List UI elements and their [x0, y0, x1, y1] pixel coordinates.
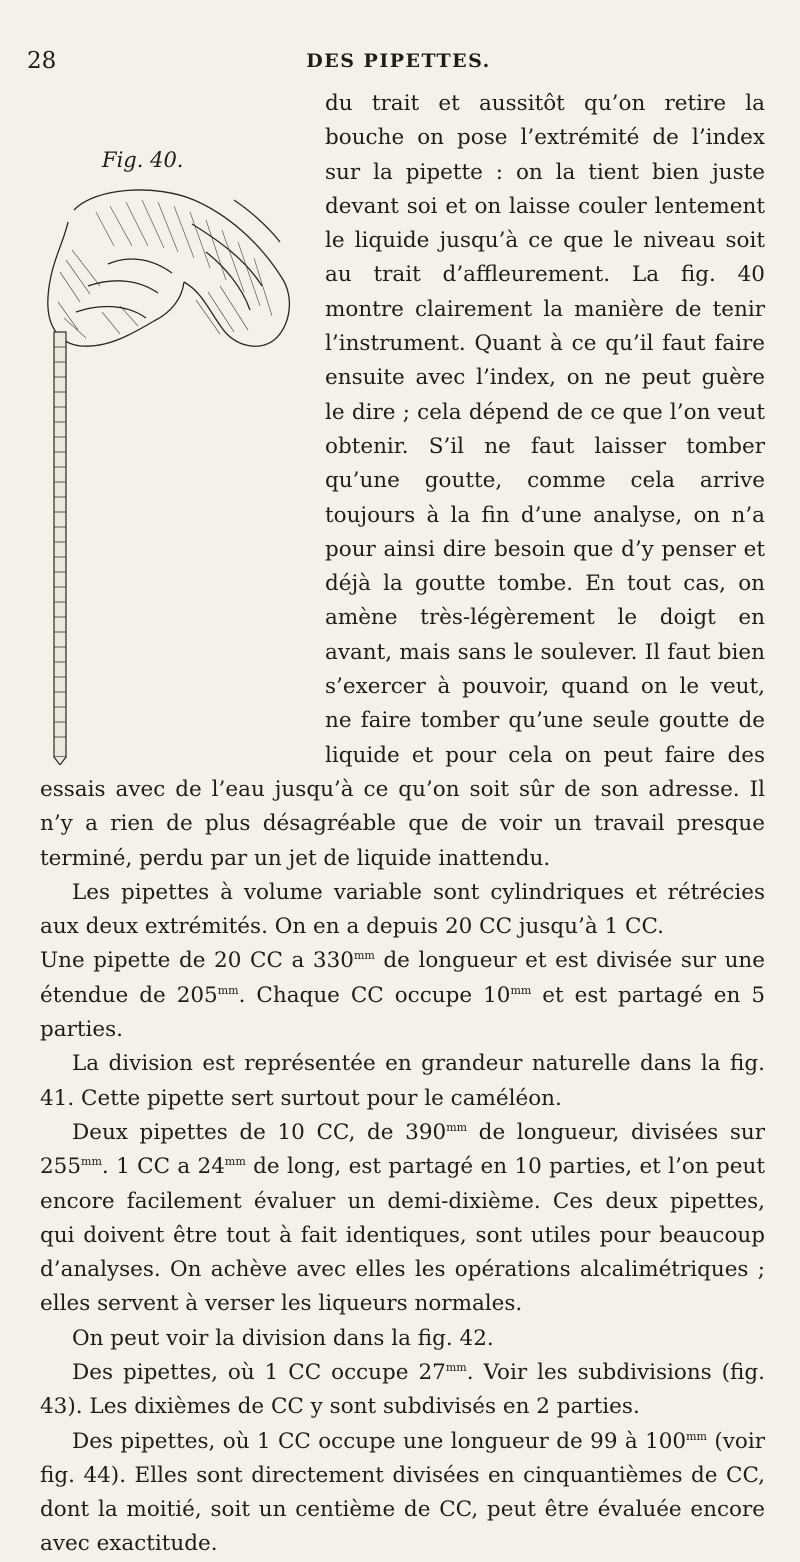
paragraph-6 — [40, 1322, 765, 1356]
page-header — [27, 48, 770, 78]
text-fragment: Des pipettes, où 1 CC occupe une longueur de 99 à 100 — [72, 1428, 687, 1454]
unit-mm: mm — [217, 983, 239, 997]
paragraph-5 — [40, 1116, 765, 1322]
text-fragment: Une pipette de 20 CC a 330 — [40, 948, 354, 974]
unit-mm: mm — [446, 1120, 468, 1134]
figure-40 — [36, 87, 311, 765]
hand-holding-pipette-icon — [36, 182, 311, 765]
text-fragment: de longueur et est divisée sur une étendue de 205 — [40, 948, 765, 1008]
text-fragment: Des pipettes, où 1 CC occupe 27 — [72, 1359, 446, 1385]
running-head: DES PIPETTES. — [306, 50, 491, 72]
body-text — [40, 87, 765, 1562]
text-fragment: . 1 CC a 24 — [101, 1154, 225, 1180]
paragraph-6-text: On peut voir la division dans la fig. 42. — [72, 1325, 494, 1351]
paragraph-3 — [40, 944, 765, 1047]
text-fragment: . Voir les subdivisions (fig. 43). Les dixièmes de CC y sont subdivisés en 2 parties. — [40, 1359, 765, 1420]
text-fragment: Deux pipettes de 10 CC, de 390 — [72, 1119, 447, 1145]
text-fragment: de long, est partagé en 10 parties, et l’on peut encore facilement évaluer un demi-dixième. Ces deux pipettes, qui doivent être tout à fait identiques, sont utiles pour beaucoup d’analyses. On achève avec elles les opérations alcalimétriques ; elles servent à verser les liqueurs normales. — [40, 1154, 765, 1317]
paragraph-2 — [40, 876, 765, 945]
unit-mm: mm — [445, 1360, 467, 1374]
unit-mm: mm — [353, 949, 375, 963]
paragraph-4-text: La division est représentée en grandeur naturelle dans la fig. 41. Cette pipette sert surtout pour le caméléon. — [40, 1051, 765, 1111]
paragraph-4 — [40, 1047, 765, 1116]
paragraph-7 — [40, 1356, 765, 1425]
text-fragment: et est partagé en 5 parties. — [40, 982, 765, 1043]
page-number: 28 — [27, 48, 57, 74]
unit-mm: mm — [81, 1155, 102, 1169]
figure-caption: Fig. 40. — [102, 148, 184, 172]
paragraph-8 — [40, 1425, 765, 1562]
text-fragment: . Chaque CC occupe 10 — [238, 982, 511, 1008]
unit-mm: mm — [510, 983, 532, 997]
text-fragment: (voir fig. 44). Elles sont directement divisées en cinquantièmes de CC, dont la moitié, soit un centième de CC, peut être évaluée encore avec exactitude. — [40, 1428, 765, 1557]
unit-mm: mm — [686, 1429, 707, 1443]
unit-mm: mm — [224, 1155, 246, 1169]
paragraph-2-text: Les pipettes à volume variable sont cylindriques et rétrécies aux deux extrémités. On en a depuis 20 CC jusqu’à 1 CC. — [40, 879, 765, 940]
paragraph-1-text: du trait et aussitôt qu’on retire la bouche on pose l’extrémité de l’index sur la pipette : on la tient bien juste devant soi et on laisse couler lentement le liquide jusqu’à ce que le niveau soit au trait d’affleurement. La fig. 40 montre clairement la manière de tenir l’instrument. Quant à ce qu’il faut faire ensuite avec l’index, on ne peut guère le dire ; cela dépend de ce que l’on veut obtenir. S’il ne faut laisser tomber qu’une goutte, comme cela arrive toujours à la fin d’une analyse, on n’a pour ainsi dire besoin que d’y penser et déjà la goutte tombe. En tout cas, on amène très-légèrement le doigt en avant, mais sans le soulever. Il faut bien s’exercer à pouvoir, quand on le veut, ne faire tomber qu’une seule goutte de liquide et pour cela on peut faire des essais avec de l’eau jusqu’à ce qu’on soit sûr de son adresse. Il n’y a rien de plus désagréable que de voir un travail presque terminé, perdu par un jet de liquide inattendu. — [40, 91, 765, 871]
text-fragment: de longueur, divisées sur 255 — [40, 1119, 765, 1180]
